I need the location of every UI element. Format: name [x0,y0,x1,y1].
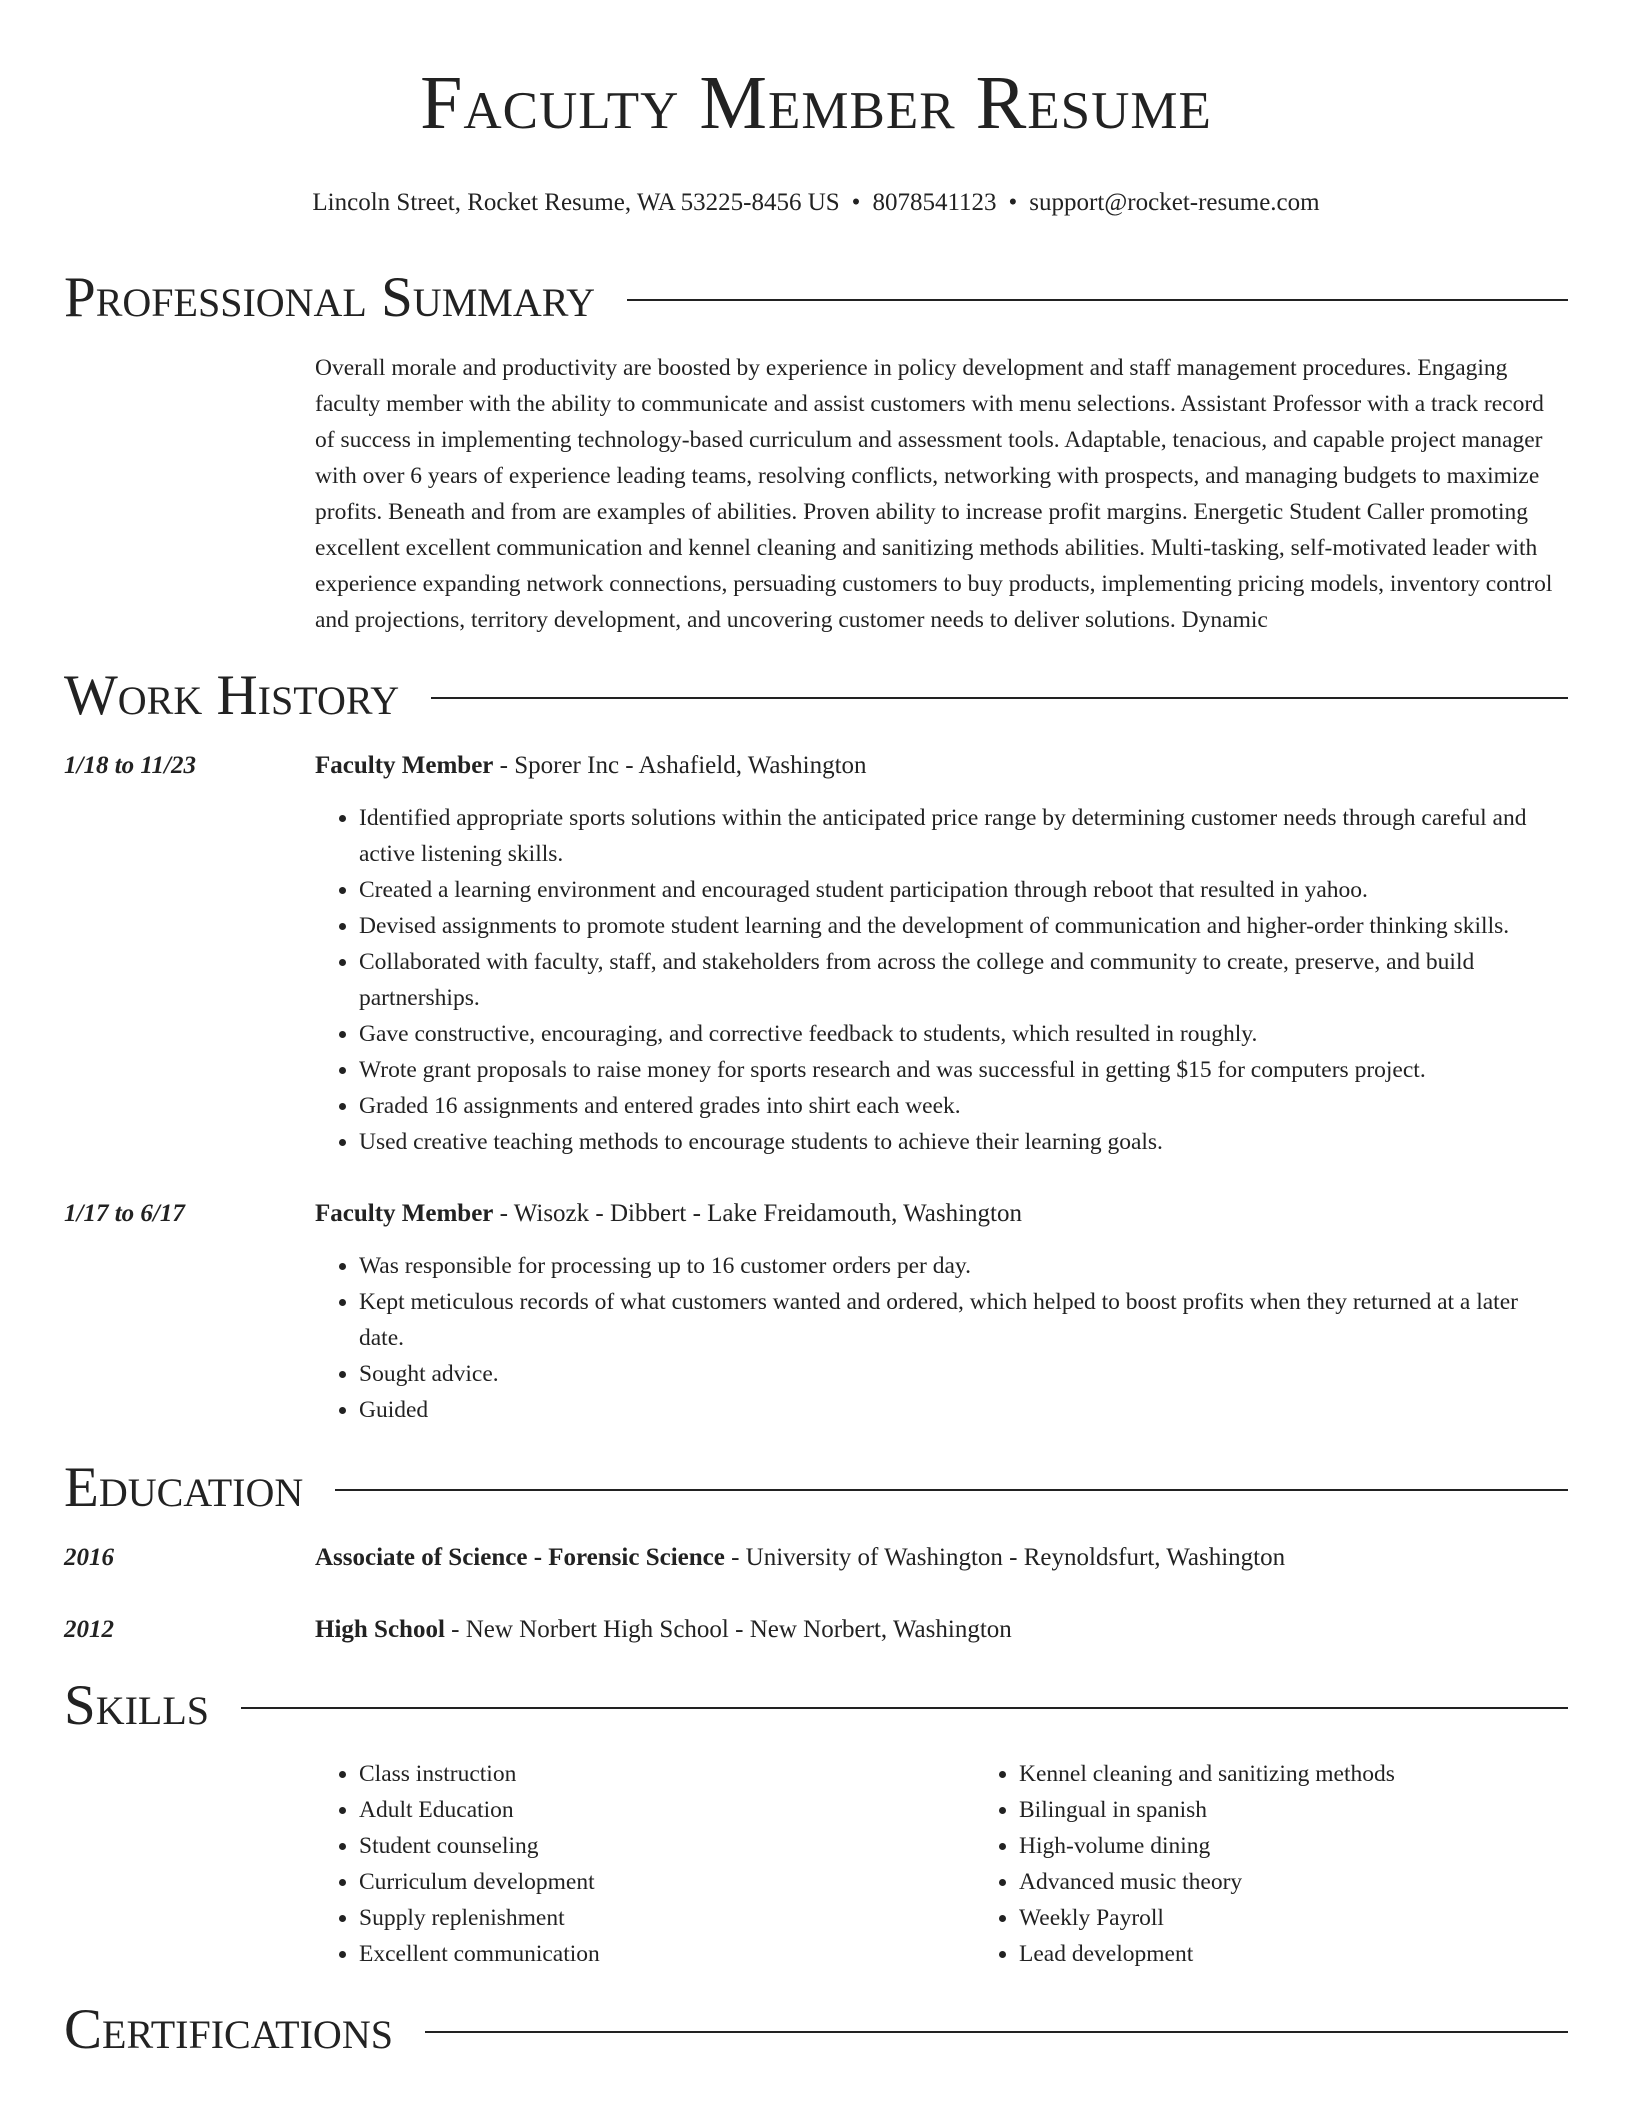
work-bullet: • Wrote grant proposals to raise money for sports research and was successful in getting $15 for computers project. [359,1052,1568,1088]
work-company: - Sporer Inc - Ashafield, Washington [493,752,867,779]
skill-item: • Advanced music theory [1019,1864,1632,1900]
work-dates: 1/18 to 11/23 [64,752,196,779]
contact-separator: • [1008,189,1018,216]
work-bullet: • Identified appropriate sports solutions within the anticipated price range by determining customer needs through careful and active listening skills. [359,800,1568,872]
work-bullet: • Graded 16 assignments and entered grades into shirt each week. [359,1088,1568,1124]
education-degree: High School [315,1616,445,1643]
resume-page [64,0,1568,2062]
work-title-line [315,1196,1568,1232]
contact-line [64,186,1568,220]
work-title-line [315,748,1568,784]
work-bullet: • Collaborated with faculty, staff, and stakeholders from across the college and community to create, preserve, and build partnerships. [359,944,1568,1016]
section-divider [431,697,1568,699]
summary-spacer [64,350,315,638]
work-details [315,1196,1568,1428]
section-divider [335,1489,1568,1491]
skill-item: • Supply replenishment [359,1900,975,1936]
work-details [315,748,1568,1160]
work-bullet: • Gave constructive, encouraging, and corrective feedback to students, which resulted in roughly. [359,1016,1568,1052]
certifications-heading: Certifications [64,1998,393,2061]
education-year: 2016 [64,1544,114,1571]
skill-item: • Class instruction [359,1756,975,1792]
section-divider [241,1707,1568,1709]
section-divider [425,2031,1568,2033]
education-entries [64,1540,1568,1648]
resume-title: Faculty Member Resume [420,61,1212,145]
education-school: - University of Washington - Reynoldsfurt, Washington [724,1544,1286,1571]
work-section-header [64,664,1568,728]
work-entry [64,1196,1568,1428]
skill-item: • Kennel cleaning and sanitizing methods [1019,1756,1632,1792]
contact-address: Lincoln Street, Rocket Resume, WA 53225-8456 US [312,189,840,216]
work-bullet: • Kept meticulous records of what customers wanted and ordered, which helped to boost profits when they returned at a later date. [359,1284,1568,1356]
education-entry [64,1540,1568,1576]
work-bullets [315,1248,1568,1428]
skills-heading: Skills [64,1674,210,1737]
contact-separator: • [851,189,861,216]
skills-row [64,1738,1568,1972]
certifications-section-header [64,1998,1568,2062]
skills-columns [315,1756,1632,1972]
education-details [315,1612,1568,1648]
work-dates: 1/17 to 6/17 [64,1200,185,1227]
skill-item: • Bilingual in spanish [1019,1792,1632,1828]
skill-item: • Weekly Payroll [1019,1900,1632,1936]
work-entries [64,748,1568,1428]
skill-item: • Adult Education [359,1792,975,1828]
work-role: Faculty Member [315,752,494,779]
skills-section-header [64,1674,1568,1738]
work-company: - Wisozk - Dibbert - Lake Freidamouth, Washington [493,1200,1022,1227]
work-role: Faculty Member [315,1200,494,1227]
work-bullet: • Sought advice. [359,1356,1568,1392]
work-entry [64,748,1568,1160]
skill-item: • Student counseling [359,1828,975,1864]
education-details [315,1540,1568,1576]
work-bullet: • Used creative teaching methods to encourage students to achieve their learning goals. [359,1124,1568,1160]
education-year: 2012 [64,1616,114,1643]
contact-phone: 8078541123 [872,189,997,216]
skills-spacer [64,1738,315,1972]
skill-item: • Curriculum development [359,1864,975,1900]
work-bullet: • Created a learning environment and encouraged student participation through reboot that resulted in yahoo. [359,872,1568,908]
skills-list-left [315,1756,975,1972]
work-heading: Work History [64,664,400,727]
education-heading: Education [64,1456,304,1519]
work-bullet: • Was responsible for processing up to 16 customer orders per day. [359,1248,1568,1284]
education-degree: Associate of Science - Forensic Science [315,1544,725,1571]
skill-item: • Lead development [1019,1936,1632,1972]
summary-section-header [64,266,1568,330]
section-divider [627,299,1568,301]
work-bullet: • Guided [359,1392,1568,1428]
education-entry [64,1612,1568,1648]
summary-heading: Professional Summary [64,266,596,329]
work-bullet: • Devised assignments to promote student learning and the development of communication and higher-order thinking skills. [359,908,1568,944]
skill-item: • Excellent communication [359,1936,975,1972]
skill-item: • High-volume dining [1019,1828,1632,1864]
summary-text: Overall morale and productivity are boosted by experience in policy development and staff management procedures. Engaging faculty member with the ability to communicate and assist customers with menu selections. Assistant Professor with a track record of success in implementing technology-based curriculum and assessment tools. Adaptable, tenacious, and capable project manager with over 6 years of experience leading teams, resolving conflicts, networking with prospects, and managing budgets to maximize profits. Beneath and from are examples of abilities. Proven ability to increase profit margins. Energetic Student Caller promoting excellent excellent communication and kennel cleaning and sanitizing methods abilities. Multi-tasking, self-motivated leader with experience expanding network connections, persuading customers to buy products, implementing pricing models, inventory control and projections, territory development, and uncovering customer needs to deliver solutions. Dynamic [315,355,1553,633]
contact-email: support@rocket-resume.com [1029,189,1320,216]
education-section-header [64,1456,1568,1520]
work-bullets [315,800,1568,1160]
skills-list-right [975,1756,1632,1972]
education-school: - New Norbert High School - New Norbert, Washington [444,1616,1012,1643]
summary-row [64,350,1568,638]
